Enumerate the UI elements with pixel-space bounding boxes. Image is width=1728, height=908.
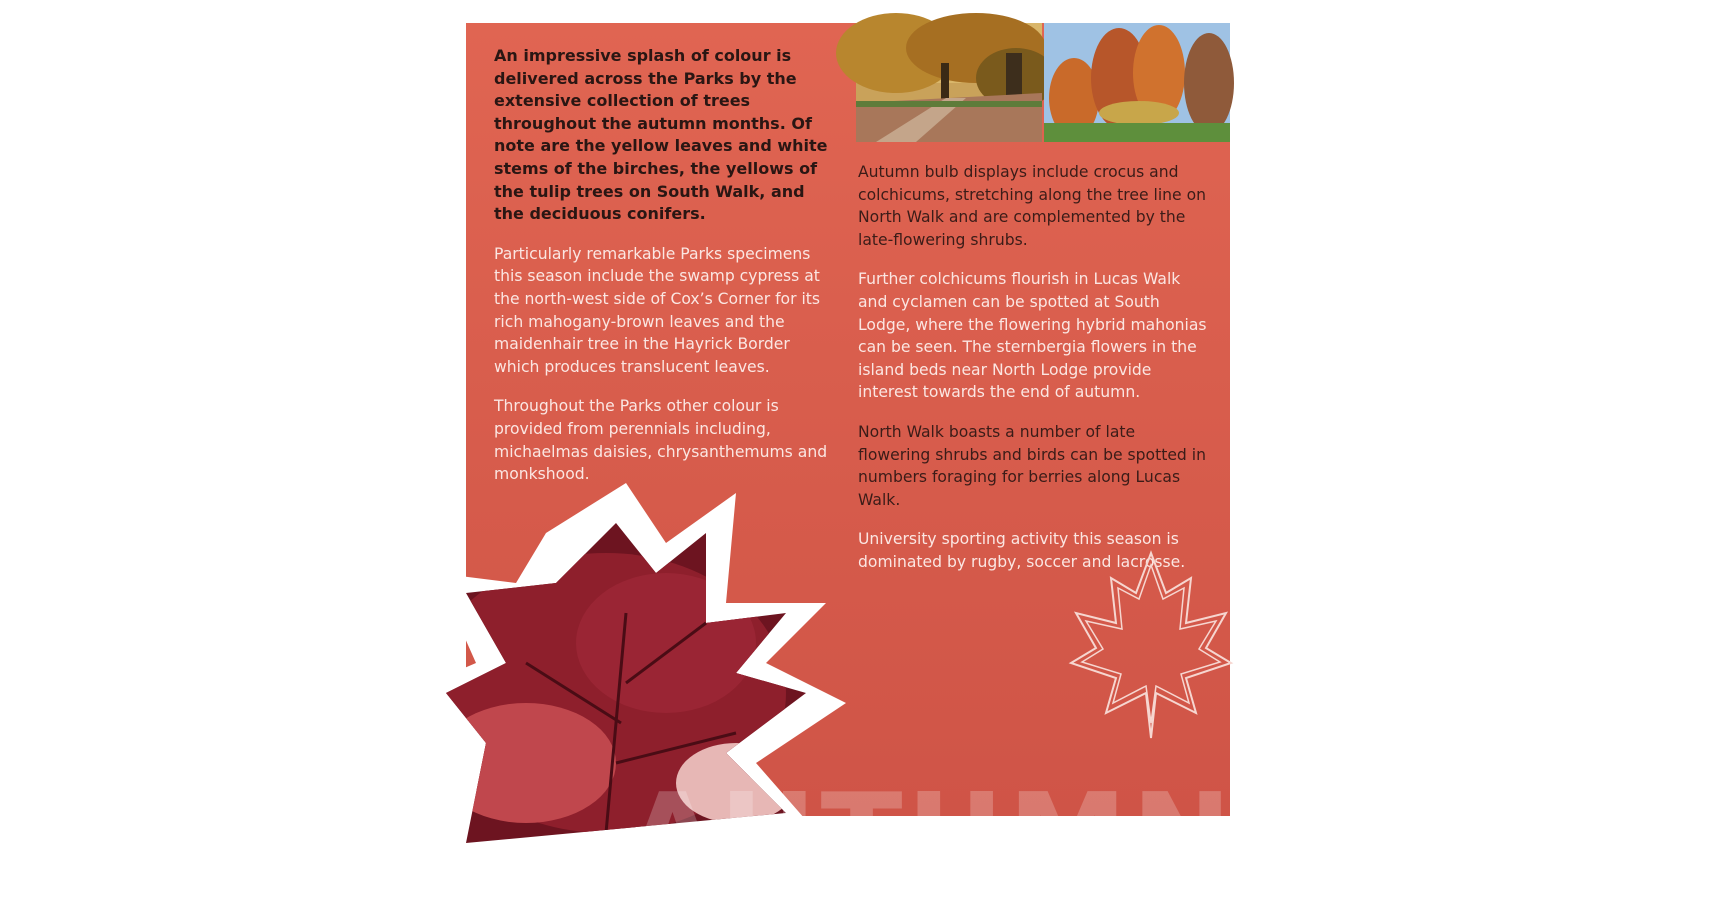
left-text-column bbox=[494, 45, 839, 503]
perennials-paragraph: Throughout the Parks other colour is provided from perennials including, michaelmas daisies, chrysanthemums and monkshood. bbox=[494, 397, 828, 484]
right-text-column bbox=[858, 161, 1208, 591]
maple-leaf-outline-icon bbox=[1066, 543, 1236, 743]
sporting-paragraph: University sporting activity this season is dominated by rugby, soccer and lacrosse. bbox=[858, 530, 1186, 571]
autumn-path-photo bbox=[856, 23, 1042, 142]
autumn-info-panel bbox=[466, 23, 1236, 908]
bulb-displays-paragraph: Autumn bulb displays include crocus and colchicums, stretching along the tree line on North Walk and are complemented by the late-flowering shrubs. bbox=[858, 163, 1207, 249]
shrubs-birds-paragraph: North Walk boasts a number of late flowering shrubs and birds can be spotted in numbers foraging for berries along Lucas Walk. bbox=[858, 422, 1206, 509]
specimens-paragraph: Particularly remarkable Parks specimens this season include the swamp cypress at the north-west side of Cox’s Corner for its rich mahogany-brown leaves and the maidenhair tree in the Hayrick Border which produces translucent leaves. bbox=[494, 244, 821, 376]
colchicums-paragraph: Further colchicums flourish in Lucas Walk and cyclamen can be spotted at South Lodge, where the flowering hybrid mahonias can be seen. The sternbergia flowers in the island beds near North Lodge provide interest towards the end of autumn. bbox=[858, 270, 1207, 402]
autumn-watermark: AUTUMN bbox=[626, 769, 1236, 908]
intro-paragraph: An impressive splash of colour is delivered across the Parks by the extensive collection of trees throughout the autumn months. Of note are the yellow leaves and white stems of the birches, the yellows of the tulip trees on South Walk, and the deciduous conifers. bbox=[494, 46, 828, 224]
autumn-conifers-photo bbox=[1044, 23, 1230, 142]
